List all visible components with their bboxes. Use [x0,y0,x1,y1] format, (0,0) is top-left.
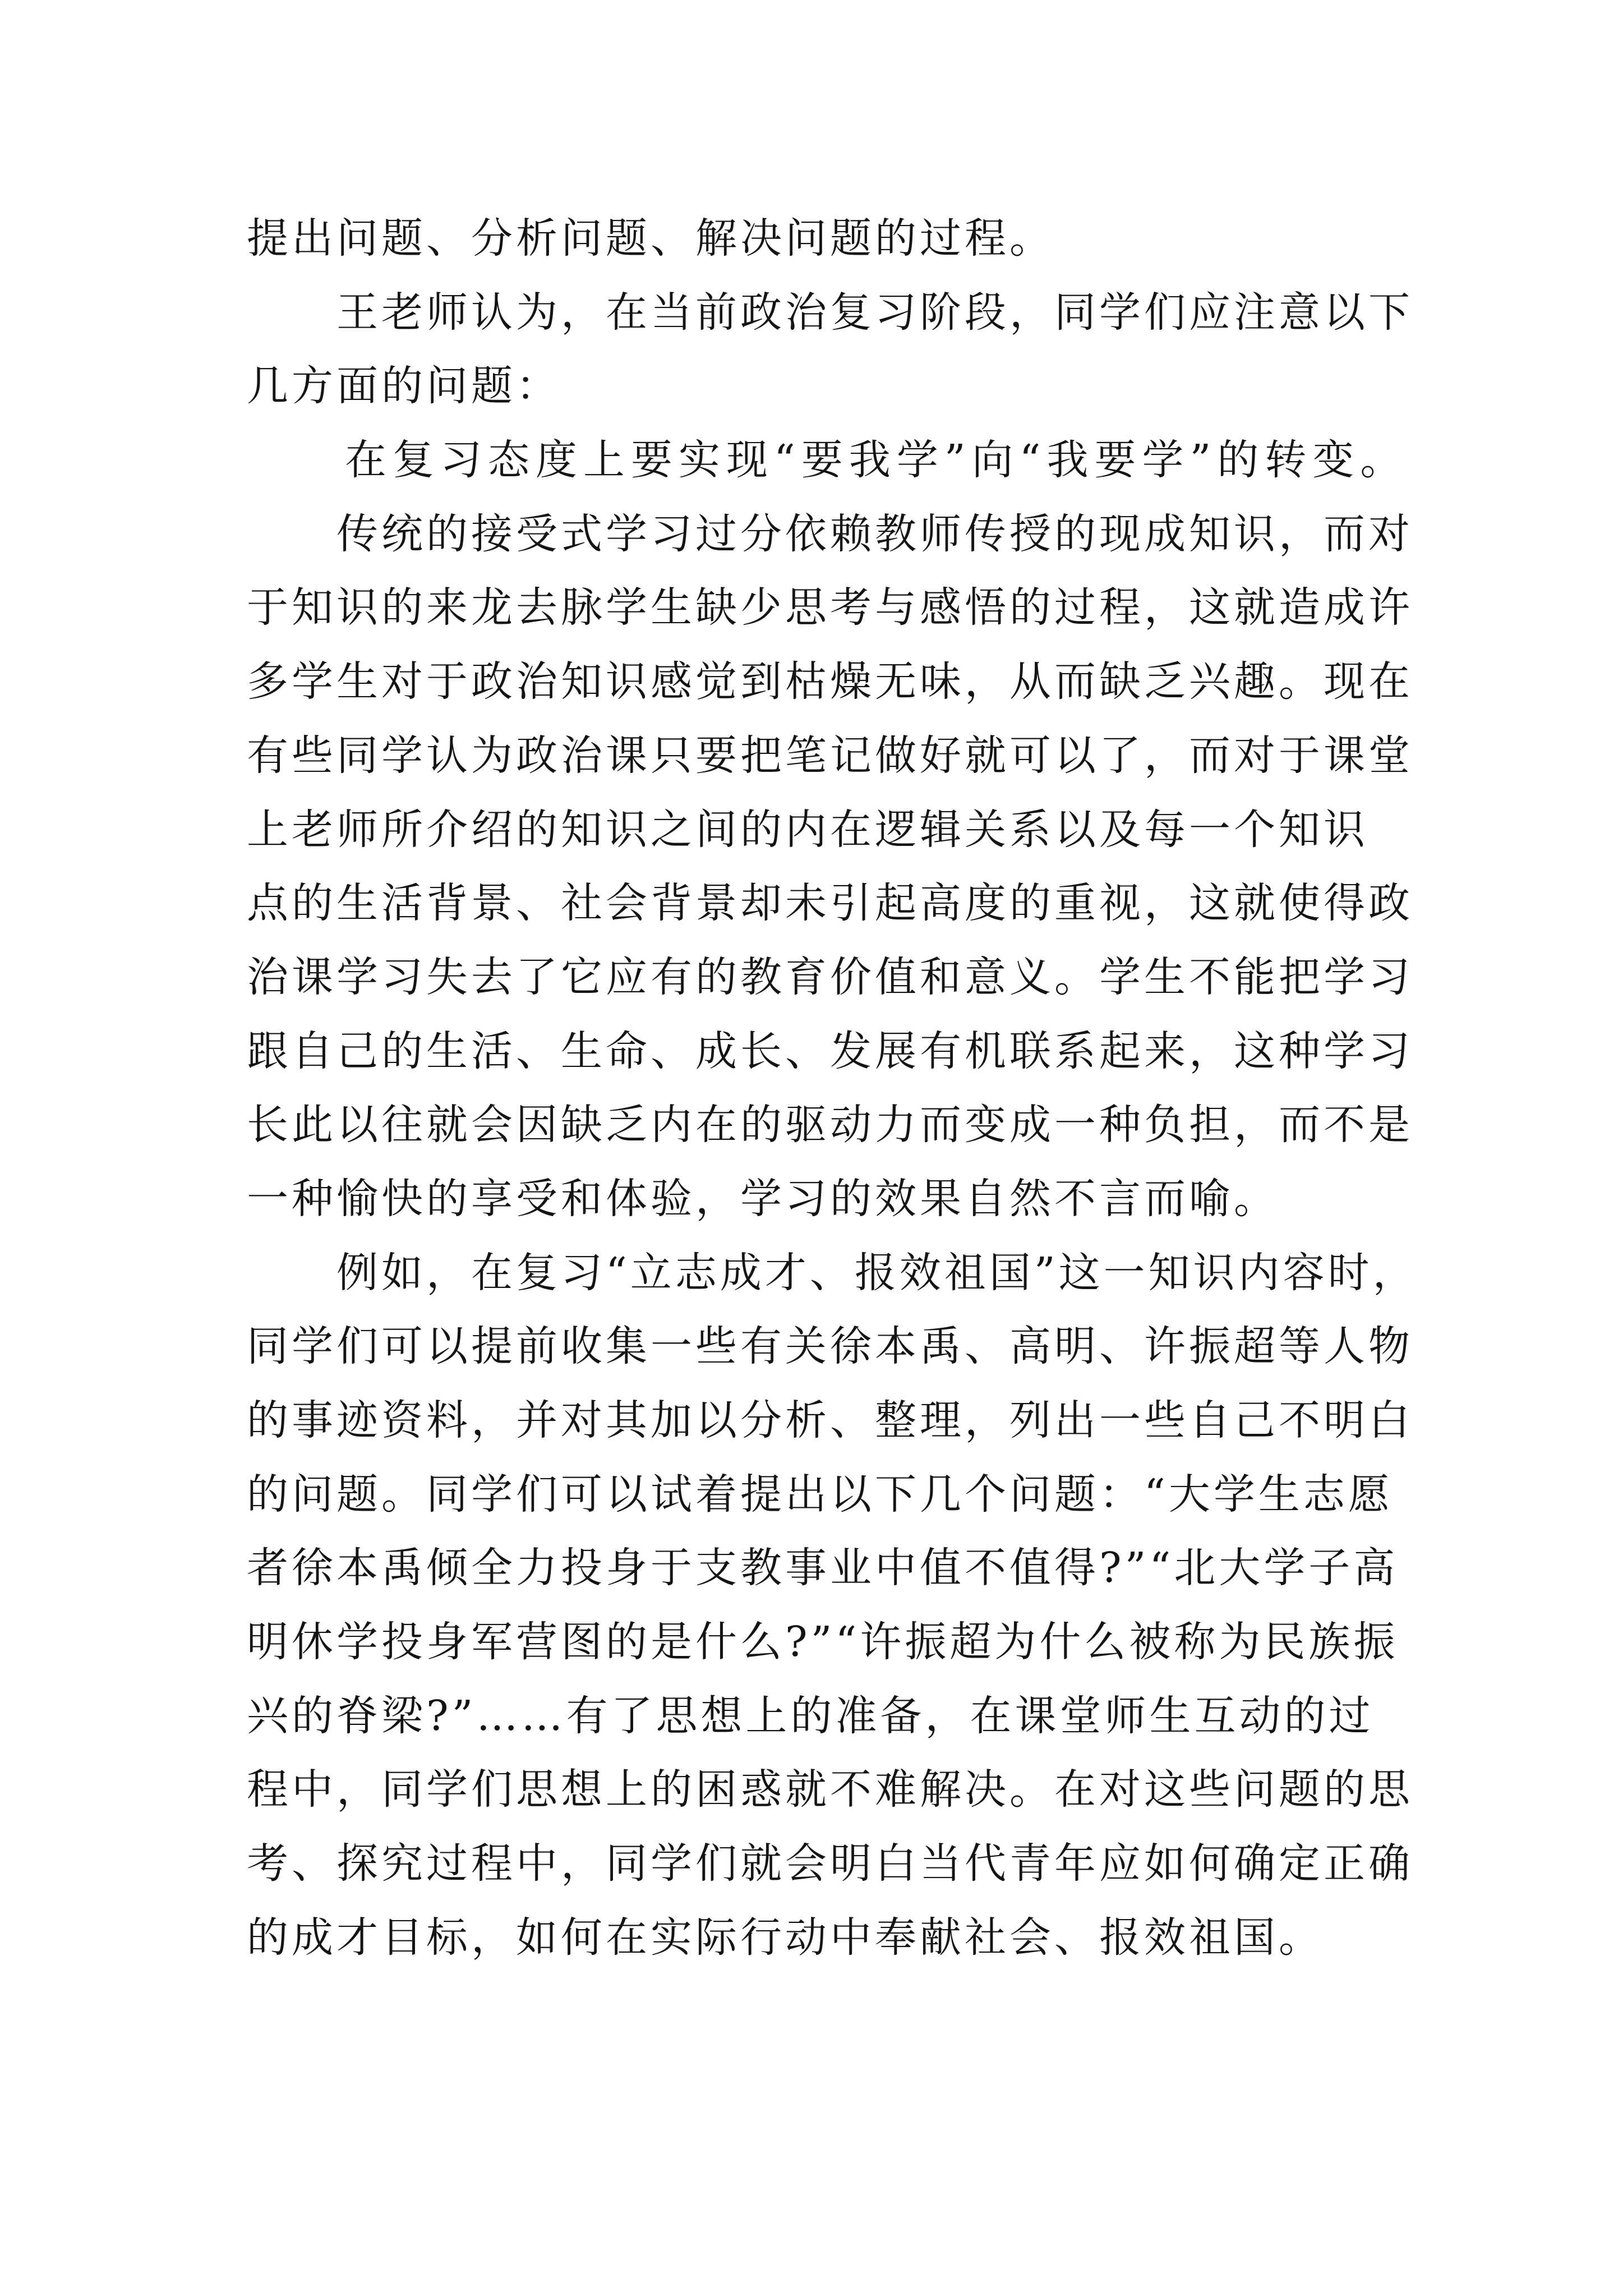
text-line: 王老师认为，在当前政治复习阶段，同学们应注意以下 [336,288,1413,337]
text-line: 兴的脊梁?”……有了思想上的准备，在课堂师生互动的过 [247,1691,1374,1740]
document-body [247,202,1418,1975]
text-line: 考、探究过程中，同学们就会明白当代青年应如何确定正确 [247,1839,1413,1888]
text-line: 一种愉快的享受和体验，学习的效果自然不言而喻。 [247,1174,1279,1223]
text-line: 在复习态度上要实现“要我学”向“我要学”的转变。 [345,436,1408,485]
text-line: 有些同学认为政治课只要把笔记做好就可以了，而对于课堂 [247,731,1413,780]
text-line: 上老师所介绍的知识之间的内在逻辑关系以及每一个知识 [247,805,1368,854]
text-line: 长此以往就会因缺乏内在的驱动力而变成一种负担，而不是 [247,1101,1413,1149]
text-line: 程中，同学们思想上的困惑就不难解决。在对这些问题的思 [247,1765,1413,1814]
text-line: 于知识的来龙去脉学生缺少思考与感悟的过程，这就造成许 [247,583,1413,632]
text-line: 明休学投身军营图的是什么?”“许振超为什么被称为民族振 [247,1618,1399,1667]
text-line: 跟自己的生活、生命、成长、发展有机联系起来，这种学习 [247,1027,1413,1075]
text-line: 多学生对于政治知识感觉到枯燥无味，从而缺乏兴趣。现在 [247,657,1413,706]
text-line: 的问题。同学们可以试着提出以下几个问题：“大学生志愿 [247,1470,1393,1519]
text-line: 的事迹资料，并对其加以分析、整理，列出一些自己不明白 [247,1396,1413,1444]
text-line: 例如，在复习“立志成才、报效祖国”这一知识内容时， [336,1248,1418,1297]
text-line: 几方面的问题： [247,362,561,411]
text-line: 传统的接受式学习过分依赖教师传授的现成知识，而对 [336,509,1413,558]
text-line: 提出问题、分析问题、解决问题的过程。 [247,214,1054,263]
text-line: 者徐本禹倾全力投身于支教事业中值不值得?”“北大学子高 [247,1544,1399,1593]
text-line: 同学们可以提前收集一些有关徐本禹、高明、许振超等人物 [247,1322,1413,1371]
text-line: 的成才目标，如何在实际行动中奉献社会、报效祖国。 [247,1913,1324,1962]
text-line: 点的生活背景、社会背景却未引起高度的重视，这就使得政 [247,879,1413,928]
text-line: 治课学习失去了它应有的教育价值和意义。学生不能把学习 [247,953,1413,1001]
